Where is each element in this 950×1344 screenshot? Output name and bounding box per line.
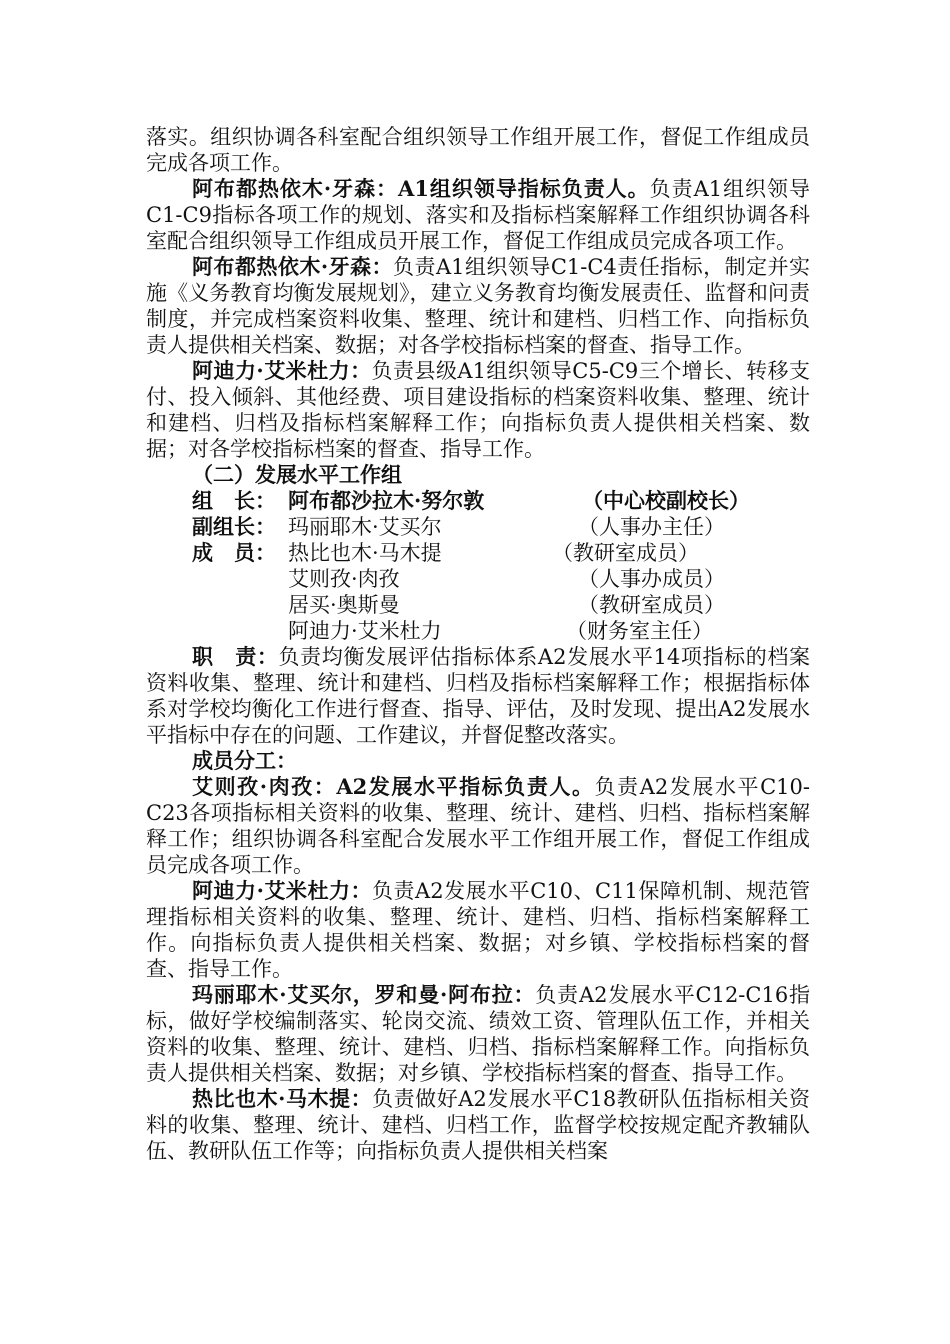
duty-text: 负责A1组织领导C1-C4责任指标，制定并实施《义务教育均衡发展规划》，建立义务教育均衡发展责任、监督和问责制度，并完成档案资料收集、整理、统计和建档、归档工作、向指标负责人提供相关档案、数据；对各学校指标档案的督查、指导工作。: [146, 255, 811, 357]
duty-text: 负责A2发展水平C12-C16指标，做好学校编制落实、轮岗交流、绩效工资、管理队伍工作，并相关资料的收集、整理、统计、建档、归档、指标档案解释工作。向指标负责人提供相关档案、数据；对乡镇、学校指标档案的督查、指导工作。: [146, 983, 810, 1085]
duty-text: 负责均衡发展评估指标体系A2发展水平14项指标的档案资料收集、整理、统计和建档、归档及指标档案解释工作；根据指标体系对学校均衡化工作进行督查、指导、评估，及时发现、提出A2发展水平指标中存在的问题、工作建议，并督促整改落实。: [146, 645, 810, 747]
person-label: 阿布都热依木·牙森：: [192, 254, 394, 279]
paragraph-a1-c1-c4: [146, 254, 810, 358]
paragraph-a2-c18: [146, 1086, 810, 1164]
member-position: （教研室成员）: [578, 593, 725, 617]
member-position: （人事办成员）: [578, 567, 725, 591]
section-title: （二）发展水平工作组: [192, 462, 402, 487]
paragraph-duty: [146, 644, 810, 748]
member-name: 居买·奥斯曼: [288, 593, 400, 617]
paragraph-a1-c5-c9: [146, 358, 810, 462]
member-name: 热比也木·马木提: [288, 541, 442, 565]
duty-text: 负责县级A1组织领导C5-C9三个增长、转移支付、投入倾斜、其他经费、项目建设指标的档案资料收集、整理、统计和建档、归档及指标档案解释工作；向指标负责人提供相关档案、数据；对各学校指标档案的督查、指导工作。: [146, 359, 811, 461]
person-label: 艾则孜·肉孜：A2发展水平指标负责人。: [192, 774, 595, 799]
person-label: 阿布都热依木·牙森：A1组织领导指标负责人。: [192, 176, 650, 201]
member-position: （中心校副校长）: [582, 488, 750, 513]
person-label: 阿迪力·艾米杜力：: [192, 878, 373, 903]
role-label: 组 长：: [192, 488, 276, 513]
group-member-row: [146, 540, 810, 566]
member-name: 玛丽耶木·艾买尔: [288, 515, 442, 539]
member-position: （财务室主任）: [566, 619, 713, 643]
member-position: （教研室成员）: [552, 541, 699, 565]
member-position: （人事办主任）: [578, 515, 725, 539]
paragraph-a1-lead: [146, 176, 810, 254]
person-label: 阿迪力·艾米杜力：: [192, 358, 372, 383]
member-name: 艾则孜·肉孜: [288, 567, 400, 591]
paragraph-a2-lead: [146, 774, 810, 878]
duty-text: 负责A1组织领导C1-C9指标各项工作的规划、落实和及指标档案解释工作组织协调各科室配合组织领导工作组成员开展工作，督促工作组成员完成各项工作。: [146, 177, 810, 253]
person-label: 热比也木·马木提：: [192, 1086, 373, 1111]
paragraph-a2-c10-c11: [146, 878, 810, 982]
duty-text: 负责A2发展水平C10-C23各项指标相关资料的收集、整理、统计、建档、归档、指标档案解释工作；组织协调各科室配合发展水平工作组开展工作，督促工作组成员完成各项工作。: [146, 775, 810, 877]
duty-text: 负责A2发展水平C10、C11保障机制、规范管理指标相关资料的收集、整理、统计、建档、归档、指标档案解释工作。向指标负责人提供相关档案、数据；对乡镇、学校指标档案的督查、指导工作。: [146, 879, 810, 981]
member-name: 阿布都沙拉木·努尔敦: [288, 488, 485, 513]
group-member-row: [146, 592, 810, 618]
person-label: 玛丽耶木·艾买尔，罗和曼·阿布拉：: [192, 982, 536, 1007]
duty-label: 职 责：: [192, 644, 279, 669]
paragraph-intro: 落实。组织协调各科室配合组织领导工作组开展工作，督促工作组成员完成各项工作。: [146, 125, 810, 175]
member-name: 阿迪力·艾米杜力: [288, 619, 442, 643]
group-deputy-row: [146, 514, 810, 540]
paragraph-a2-c12-c16: [146, 982, 810, 1086]
document-page: [146, 124, 810, 1164]
role-label: 成 员：: [192, 540, 276, 565]
duty-text: 负责做好A2发展水平C18教研队伍指标相关资料的收集、整理、统计、建档、归档工作，监督学校按规定配齐教辅队伍、教研队伍工作等；向指标负责人提供相关档案: [146, 1087, 810, 1163]
role-label: 副组长：: [192, 514, 276, 539]
group-leader-row: [146, 488, 810, 514]
division-title: 成员分工：: [192, 748, 297, 773]
group-member-row: [146, 618, 810, 644]
group-member-row: [146, 566, 810, 592]
